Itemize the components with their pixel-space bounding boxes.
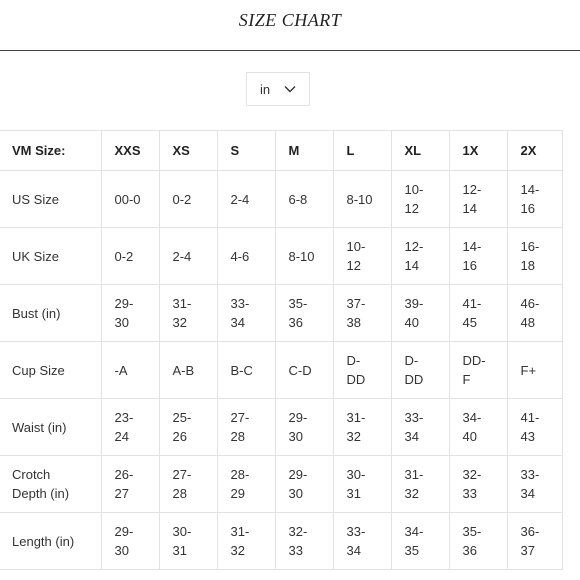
table-cell: 2-4 [159, 228, 217, 285]
header-size-cell: 1X [449, 131, 507, 171]
table-cell: 32- 33 [449, 456, 507, 513]
table-cell: -A [101, 342, 159, 399]
table-cell: 34- 35 [391, 513, 449, 570]
table-cell: 29- 30 [101, 513, 159, 570]
table-cell: 30- 31 [333, 456, 391, 513]
table-cell: 14- 16 [507, 171, 562, 228]
unit-select[interactable] [246, 72, 310, 106]
table-row [0, 399, 562, 456]
table-cell: 2-4 [217, 171, 275, 228]
table-cell: 39- 40 [391, 285, 449, 342]
table-header-row [0, 131, 562, 171]
table-cell: 28- 29 [217, 456, 275, 513]
table-cell: 33- 34 [507, 456, 562, 513]
chevron-down-icon [284, 85, 296, 93]
header-size-cell: XL [391, 131, 449, 171]
row-label-cell: Waist (in) [0, 399, 101, 456]
size-table [0, 130, 563, 570]
table-cell: 32- 33 [275, 513, 333, 570]
table-row [0, 513, 562, 570]
table-row [0, 171, 562, 228]
table-cell: 31- 32 [333, 399, 391, 456]
header-size-cell: S [217, 131, 275, 171]
table-cell: D- DD [391, 342, 449, 399]
table-cell: 27- 28 [217, 399, 275, 456]
table-cell: 34- 40 [449, 399, 507, 456]
table-cell: 26- 27 [101, 456, 159, 513]
table-cell: 6-8 [275, 171, 333, 228]
table-cell: 12- 14 [391, 228, 449, 285]
table-cell: C-D [275, 342, 333, 399]
row-label-cell: UK Size [0, 228, 101, 285]
table-cell: 29- 30 [275, 399, 333, 456]
table-cell: 30- 31 [159, 513, 217, 570]
table-cell: 41- 43 [507, 399, 562, 456]
table-cell: 33- 34 [217, 285, 275, 342]
row-label-cell: Length (in) [0, 513, 101, 570]
table-cell: 29- 30 [275, 456, 333, 513]
table-cell: 16- 18 [507, 228, 562, 285]
header-label-cell: VM Size: [0, 131, 101, 171]
title-divider [0, 50, 580, 51]
row-label-cell: US Size [0, 171, 101, 228]
table-row [0, 342, 562, 399]
row-label-cell: Crotch Depth (in) [0, 456, 101, 513]
table-cell: 36- 37 [507, 513, 562, 570]
table-cell: A-B [159, 342, 217, 399]
table-cell: 46- 48 [507, 285, 562, 342]
header-size-cell: 2X [507, 131, 562, 171]
table-cell: 31- 32 [391, 456, 449, 513]
header-size-cell: M [275, 131, 333, 171]
table-cell: 8-10 [333, 171, 391, 228]
table-row [0, 456, 562, 513]
table-cell: 31- 32 [159, 285, 217, 342]
table-cell: 27- 28 [159, 456, 217, 513]
header-size-cell: XXS [101, 131, 159, 171]
table-cell: 10- 12 [391, 171, 449, 228]
table-cell: 00-0 [101, 171, 159, 228]
page-title: SIZE CHART [238, 10, 342, 30]
header-size-cell: XS [159, 131, 217, 171]
table-cell: 29- 30 [101, 285, 159, 342]
table-cell: 14- 16 [449, 228, 507, 285]
header-size-cell: L [333, 131, 391, 171]
table-cell: 33- 34 [333, 513, 391, 570]
table-row [0, 228, 562, 285]
table-cell: 4-6 [217, 228, 275, 285]
table-cell: 35- 36 [449, 513, 507, 570]
table-cell: 10- 12 [333, 228, 391, 285]
table-cell: 25- 26 [159, 399, 217, 456]
table-cell: 33- 34 [391, 399, 449, 456]
table-cell: 41- 45 [449, 285, 507, 342]
unit-select-value: in [259, 81, 271, 97]
table-cell: 0-2 [159, 171, 217, 228]
row-label-cell: Cup Size [0, 342, 101, 399]
table-cell: 23- 24 [101, 399, 159, 456]
row-label-cell: Bust (in) [0, 285, 101, 342]
table-cell: 31- 32 [217, 513, 275, 570]
table-cell: 8-10 [275, 228, 333, 285]
table-cell: 37- 38 [333, 285, 391, 342]
table-cell: F+ [507, 342, 562, 399]
table-cell: 35- 36 [275, 285, 333, 342]
table-cell: DD- F [449, 342, 507, 399]
table-cell: 12- 14 [449, 171, 507, 228]
table-cell: D- DD [333, 342, 391, 399]
table-cell: B-C [217, 342, 275, 399]
table-cell: 0-2 [101, 228, 159, 285]
table-row [0, 285, 562, 342]
